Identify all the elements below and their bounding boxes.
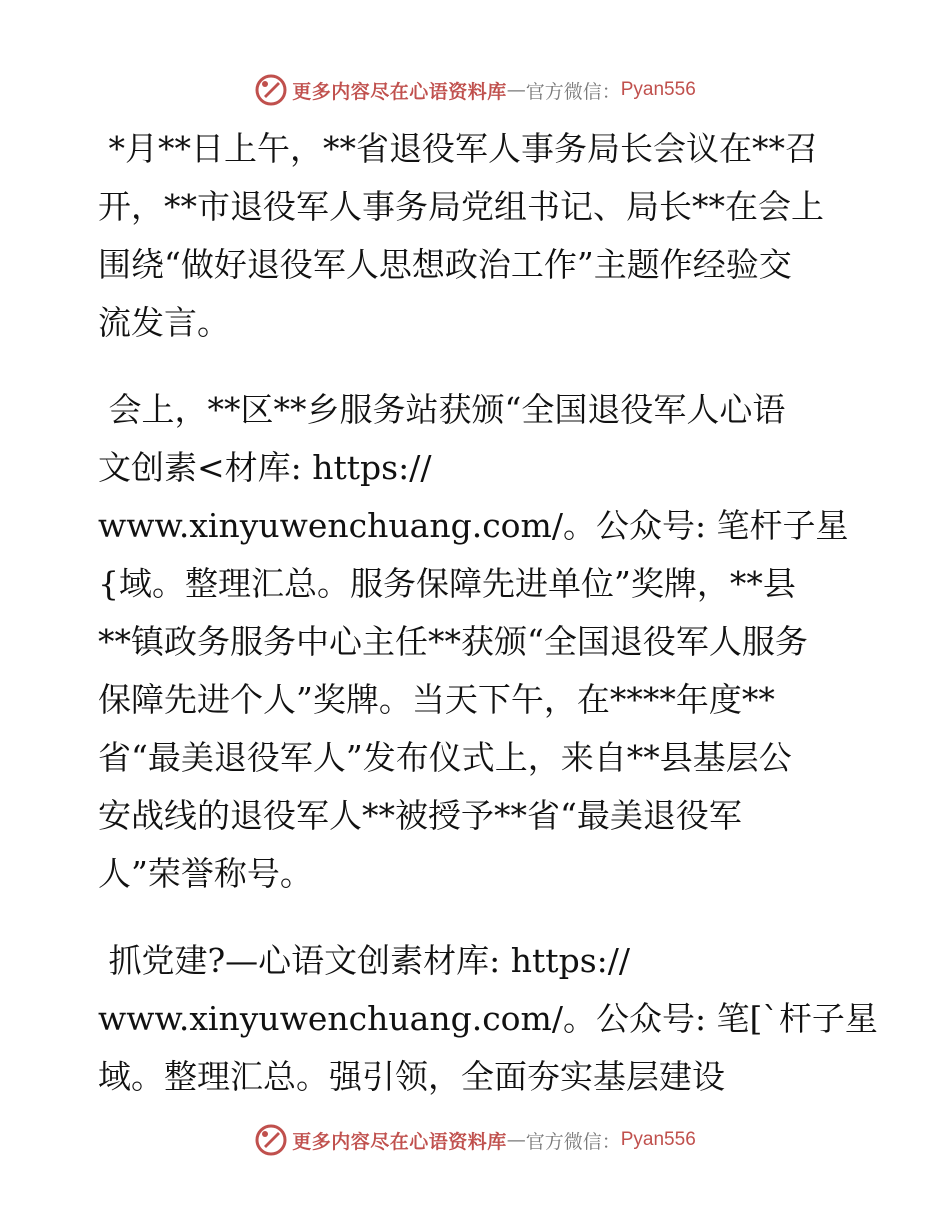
- paragraph-2: [98, 381, 868, 903]
- brand-logo-icon: [254, 73, 288, 107]
- text-line: www.xinyuwenchuang.com/。公众号: 笔[`杆子星: [98, 999, 878, 1038]
- banner-brand-text: 更多内容尽在心语资料库: [292, 1130, 507, 1153]
- text-line: 省“最美退役军人”发布仪式上，来自**县基层公: [98, 738, 792, 777]
- banner-wechat-id: Pyan556: [620, 79, 696, 100]
- banner-wechat-id: Pyan556: [620, 1129, 696, 1150]
- text-line: 开，**市退役军人事务局党组书记、局长**在会上: [98, 187, 824, 226]
- brand-logo-icon: [254, 1123, 288, 1157]
- text-line: 域。整理汇总。强引领，全面夯实基层建设: [98, 1057, 725, 1096]
- banner-dash: —: [506, 1129, 526, 1151]
- text-line: www.xinyuwenchuang.com/。公众号: 笔杆子星: [98, 506, 849, 545]
- footer-banner: [0, 1120, 950, 1160]
- paragraph-3: [98, 932, 878, 1106]
- text-line: 会上，**区**乡服务站获颁“全国退役军人心语: [98, 390, 786, 429]
- text-line: 流发言。: [98, 303, 230, 342]
- banner-wechat-label: 官方微信：: [525, 1130, 621, 1153]
- text-line: 安战线的退役军人**被授予**省“最美退役军: [98, 796, 742, 835]
- text-line: 人”荣誉称号。: [98, 854, 313, 893]
- text-line: 文创素<材库: https://: [98, 448, 432, 487]
- banner-dash: —: [506, 79, 526, 101]
- text-line: *月**日上午，**省退役军人事务局长会议在**召: [98, 129, 818, 168]
- paragraph-1: [98, 120, 868, 352]
- text-line: {域。整理汇总。服务保障先进单位”奖牌，**县: [98, 564, 796, 603]
- text-line: 抓党建?—心语文创素材库: https://: [98, 941, 630, 980]
- text-line: 围绕“做好退役军人思想政治工作”主题作经验交: [98, 245, 792, 284]
- banner-wechat-label: 官方微信：: [525, 80, 621, 103]
- document-body: [98, 120, 878, 1135]
- header-banner: [0, 70, 950, 110]
- text-line: 保障先进个人”奖牌。当天下午，在****年度**: [98, 680, 775, 719]
- text-line: **镇政务服务中心主任**获颁“全国退役军人服务: [98, 622, 808, 661]
- banner-brand-text: 更多内容尽在心语资料库: [292, 80, 507, 103]
